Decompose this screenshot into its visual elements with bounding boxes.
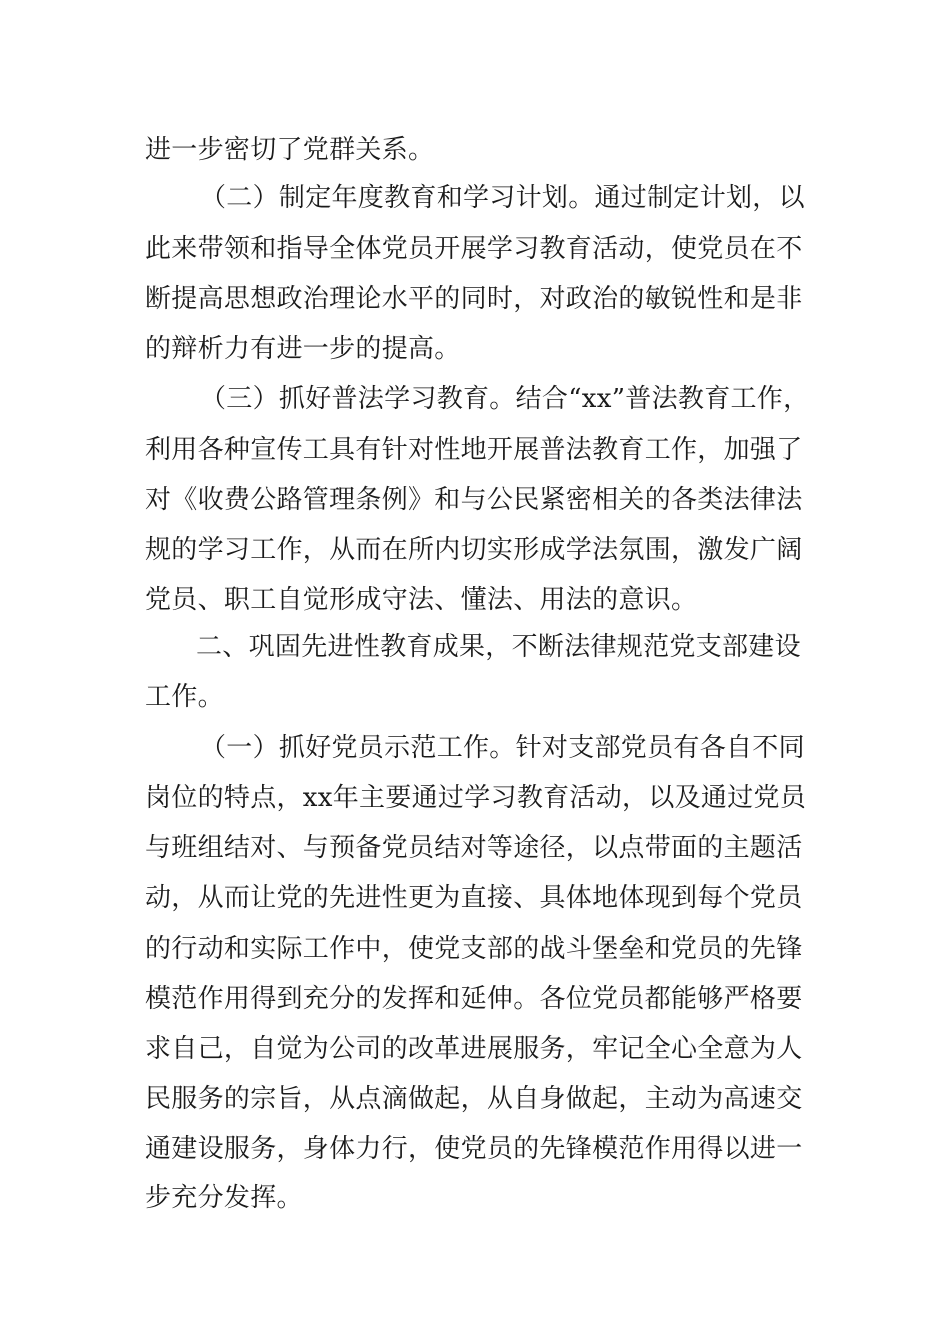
text-line: 动，从而让党的先进性更为直接、具体地体现到每个党员 [145, 883, 803, 913]
section-heading: 工作。 [145, 682, 224, 712]
text-line: 步充分发挥。 [145, 1183, 303, 1213]
text-line: （一）抓好党员示范工作。针对支部党员有各自不同 [200, 733, 805, 763]
text-line: 的行动和实际工作中，使党支部的战斗堡垒和党员的先锋 [145, 934, 803, 964]
text-line: （二）制定年度教育和学习计划。通过制定计划，以 [200, 183, 805, 213]
text-line: 民服务的宗旨，从点滴做起，从自身做起，主动为高速交 [145, 1084, 803, 1114]
section-heading: 二、巩固先进性教育成果，不断法律规范党支部建设 [196, 632, 801, 662]
text-line: 模范作用得到充分的发挥和延伸。各位党员都能够严格要 [145, 984, 803, 1014]
text-line: 规的学习工作，从而在所内切实形成学法氛围，激发广阔 [145, 535, 803, 565]
text-line: 断提高思想政治理论水平的同时，对政治的敏锐性和是非 [145, 284, 803, 314]
text-line: 求自己，自觉为公司的改革进展服务，牢记全心全意为人 [145, 1034, 803, 1064]
text-line: 进一步密切了党群关系。 [145, 135, 435, 165]
text-line: 对《收费公路管理条例》和与公民紧密相关的各类法律法 [145, 485, 803, 515]
text-line: 与班组结对、与预备党员结对等途径，以点带面的主题活 [145, 833, 803, 863]
text-line: 此来带领和指导全体党员开展学习教育活动，使党员在不 [145, 234, 803, 264]
text-line: 通建设服务，身体力行，使党员的先锋模范作用得以进一 [145, 1134, 803, 1164]
text-line: 岗位的特点，xx年主要通过学习教育活动，以及通过党员 [145, 783, 807, 813]
text-line: 的辩析力有进一步的提高。 [145, 334, 461, 364]
text-line: （三）抓好普法学习教育。结合“xx”普法教育工作， [200, 384, 810, 414]
text-line: 利用各种宣传工具有针对性地开展普法教育工作，加强了 [145, 435, 803, 465]
text-line: 党员、职工自觉形成守法、懂法、用法的意识。 [145, 585, 698, 615]
